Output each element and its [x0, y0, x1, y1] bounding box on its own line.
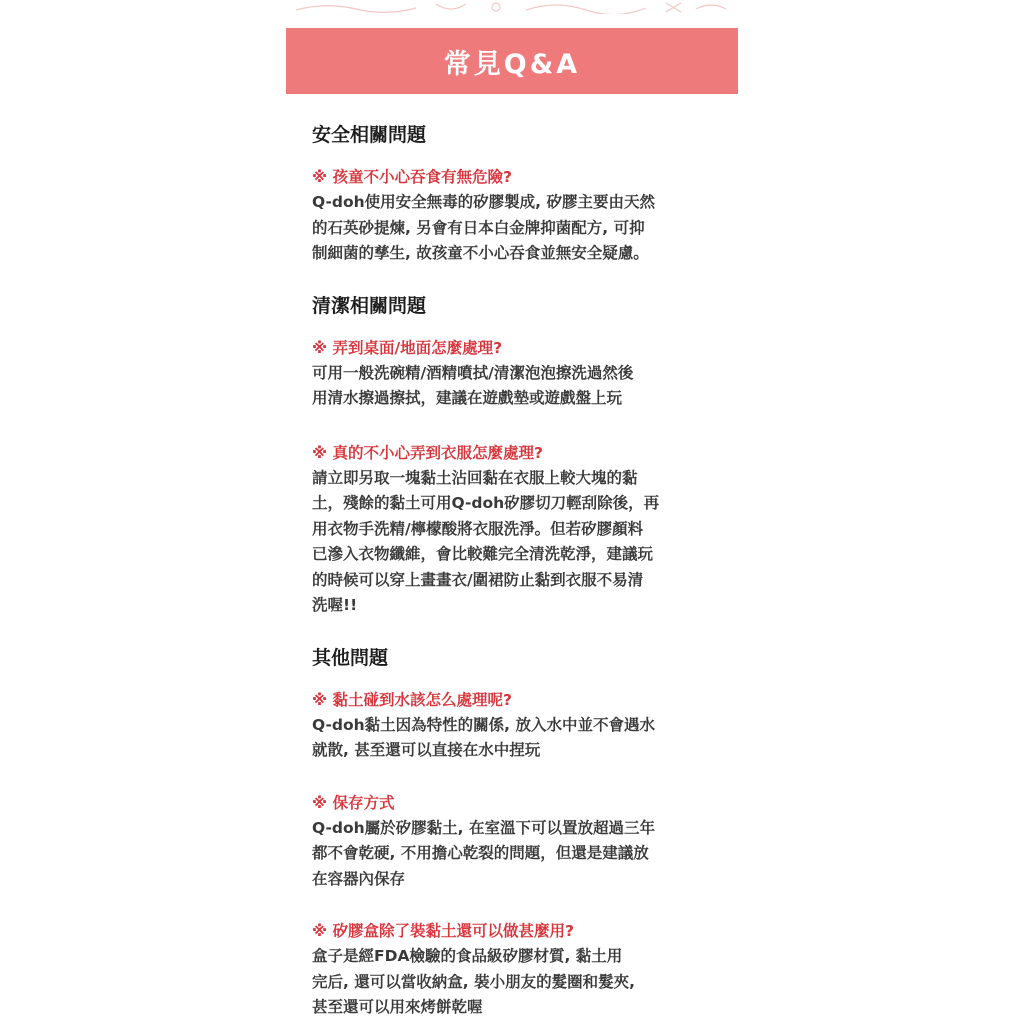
faq-item	[312, 335, 722, 412]
section-heading: 清潔相關問題	[312, 294, 427, 317]
faq-answer	[312, 944, 722, 1021]
faq-item	[312, 440, 722, 619]
faq-section-cleaning	[312, 289, 722, 619]
answer-line: Q-doh使用安全無毒的矽膠製成, 矽膠主要由天然	[312, 193, 655, 211]
answer-line: 完后, 還可以當收納盒, 裝小朋友的髮圈和髮夾,	[312, 972, 635, 991]
faq-answer	[312, 190, 722, 267]
faq-question: ※ 孩童不小心吞食有無危險?	[312, 168, 512, 186]
answer-line: 盒子是經FDA檢驗的食品級矽膠材質, 黏土用	[312, 947, 623, 965]
answer-line: Q-doh黏土因為特性的關係, 放入水中並不會遇水	[312, 715, 655, 734]
answer-line: 請立即另取一塊黏土沾回黏在衣服上較大塊的黏	[312, 468, 638, 487]
page-title: 常見Q&A	[443, 48, 581, 80]
answer-line: 土，殘餘的黏土可用Q-doh矽膠切刀輕刮除後，再	[312, 494, 660, 512]
faq-question: ※ 矽膠盒除了裝黏土還可以做甚麼用?	[312, 922, 574, 940]
faq-item	[312, 918, 722, 1021]
faq-question: ※ 黏土碰到水該怎么處理呢?	[312, 690, 512, 709]
faq-question: ※ 真的不小心弄到衣服怎麼處理?	[312, 443, 543, 462]
faq-item	[312, 164, 722, 267]
answer-line: 都不會乾硬, 不用擔心乾裂的問題，但還是建議放	[312, 844, 649, 862]
answer-line: 洗喔!!	[312, 596, 358, 614]
answer-line: 可用一般洗碗精/酒精噴拭/清潔泡泡擦洗過然後	[312, 363, 634, 382]
faq-answer	[312, 713, 722, 764]
faq-item	[312, 687, 722, 764]
faq-content	[312, 118, 722, 1021]
faq-item	[312, 790, 722, 893]
faq-question: ※ 保存方式	[312, 793, 395, 812]
title-banner	[286, 28, 738, 94]
faq-section-other	[312, 641, 722, 1021]
faq-section-safety	[312, 118, 722, 267]
faq-answer	[312, 361, 722, 412]
section-heading: 其他問題	[312, 646, 389, 669]
answer-line: 的時候可以穿上畫畫衣/圍裙防止黏到衣服不易清	[312, 570, 644, 589]
faq-answer	[312, 816, 722, 893]
answer-line: 甚至還可以用來烤餅乾喔	[312, 998, 483, 1016]
faq-question: ※ 弄到桌面/地面怎麼處理?	[312, 338, 503, 357]
answer-line: 用衣物手洗精/檸檬酸將衣服洗淨。但若矽膠顏料	[312, 519, 644, 538]
answer-line: 的石英砂提煉, 另會有日本白金牌抑菌配方, 可抑	[312, 218, 645, 237]
answer-line: 就散, 甚至還可以直接在水中捏玩	[312, 741, 541, 759]
answer-line: 已滲入衣物纖維，會比較難完全清洗乾淨，建議玩	[312, 545, 654, 563]
answer-line: Q-doh屬於矽膠黏土, 在室溫下可以置放超過三年	[312, 818, 655, 837]
section-heading: 安全相關問題	[312, 124, 427, 146]
faq-answer	[312, 466, 722, 619]
answer-line: 用清水擦過擦拭，建議在遊戲墊或遊戲盤上玩	[312, 389, 623, 407]
answer-line: 在容器內保存	[312, 869, 406, 888]
decorative-doodle-strip	[286, 0, 738, 14]
answer-line: 制細菌的孳生, 故孩童不小心吞食並無安全疑慮。	[312, 244, 649, 262]
